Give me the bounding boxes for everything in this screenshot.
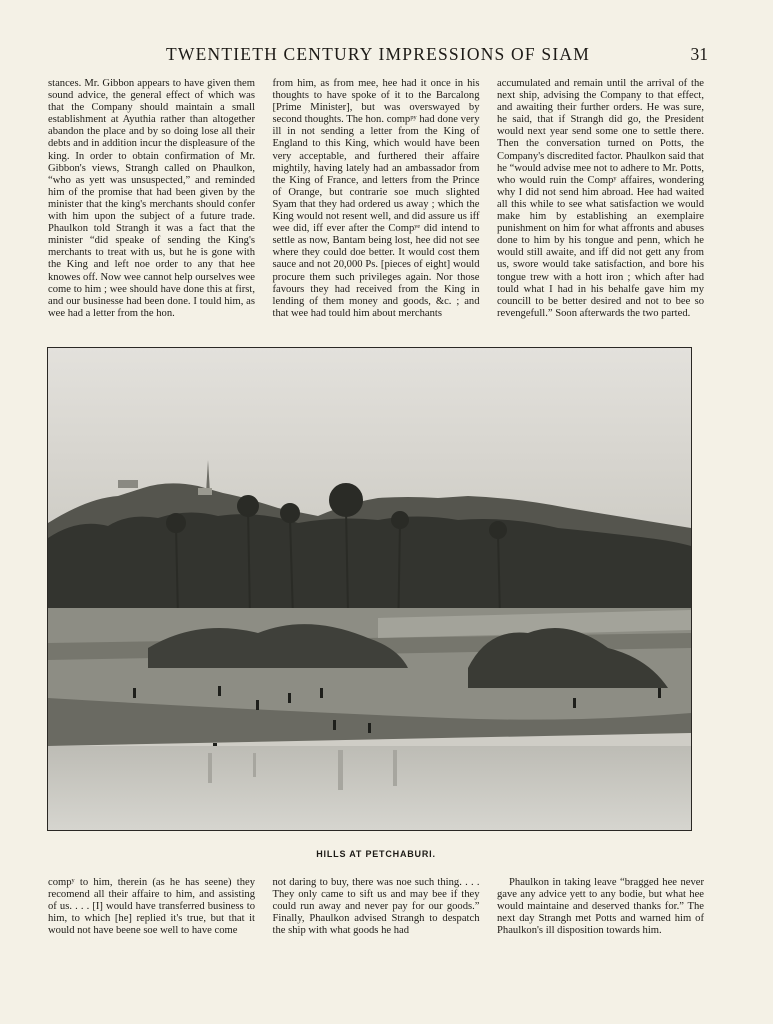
text-column-2 bbox=[273, 78, 480, 320]
text-column-1 bbox=[48, 877, 255, 937]
page-number: 31 bbox=[690, 44, 708, 64]
text-column-2 bbox=[273, 877, 480, 937]
photo-plate-hills bbox=[47, 347, 692, 831]
paragraph: accumulated and remain until the arrival of the next ship, advising the Company to that effect, and awaiting their further orders. He was sure, he said, that if Strangh did go, the President would next year send some one to settle there. Then the conversation turned on Potts, the Company's discredited factor. Phaulkon said that he “would advise mee not to adhere to Mr. Potts, who would ruin the Compʸ affaires, wondering why I did not send him abroad. Hee had waited all this while to see what satisfaction we would make him by establishing an exemplaire punishment on him for what affronts and abuses done to him by his tongue and penn, which he would still awaite, and iff did not gett any from us, swore would take satisfaction, and bore his tongue trew with a hott iron ; which after had tould what I had in his behalfe gave him my councill to be better desired and not to bee so revengefull.” Soon afterwards the two parted. bbox=[497, 78, 704, 319]
text-column-3 bbox=[497, 78, 704, 320]
text-column-3 bbox=[497, 877, 704, 937]
page-header bbox=[48, 44, 708, 68]
paragraph: compʸ to him, therein (as he has seene) they recomend all their affaire to him, and assisting of us. . . . [I] would have transferred business to him, to which [he] replied it's true, but that it would not have beene soe well to have come bbox=[48, 877, 255, 937]
running-title: TWENTIETH CENTURY IMPRESSIONS OF SIAM bbox=[166, 44, 590, 64]
top-text-columns bbox=[48, 78, 704, 320]
paragraph: Phaulkon in taking leave “bragged hee never gave any advice yett to any bodie, but what hee would maintaine and deserved thanks for.” The next day Strangh met Potts and warned him of Phaulkon's ill disposition towards him. bbox=[497, 877, 704, 937]
plate-caption: HILLS AT PETCHABURI. bbox=[316, 849, 436, 859]
paragraph: stances. Mr. Gibbon appears to have given them sound advice, the general effect of which was that the Company should maintain a small establishment at Ayuthia rather than altogether abandon the place and by so doing lose all their debts and in addition incur the displeasure of the king. In order to obtain confirmation of Mr. Gibbon's views, Strangh called on Phaulkon, “who as yett was unsuspected,” and reminded him of the promise that had been given by the minister that the king's merchants should confer with him upon the subject of a future trade. Phaulkon told Strangh it was a fact that the minister “did speake of sending the King's merchants to treat with us, but he is gone with the King and left noe order to any that hee knowes off. Now wee cannot help ourselves wee come to him ; wee should have done this at first, and our businesse had been done. I tould him, as wee had a letter from the hon. bbox=[48, 78, 255, 319]
temple-on-hill bbox=[118, 480, 138, 488]
text-column-1 bbox=[48, 78, 255, 320]
bottom-text-columns bbox=[48, 877, 704, 937]
pond-water bbox=[48, 746, 691, 830]
hills-photograph bbox=[48, 348, 691, 830]
paragraph: from him, as from mee, hee had it once in his thoughts to have spoke of it to the Barcalong [Prime Minister], but was overswayed by second thoughts. The hon. compᵖʸ had done very ill in not sending a letter from the King of England to this King, which would have been very acceptable, and furthered their affaire mightily, having lately had an ambassador from the King of France, and letters from the Prince of Orange, but contrarie soe much slighted Syam that they had ordered us away ; which the King would not resent well, and did assure us iff wee did, iff ever after the Compʸᵉ did intend to settle as now, Bantam being lost, hee did not see where they could doe better. It would cost them sauce and not 20,000 Ps. [pieces of eight] would procure them such privileges again. Nor those favours they had received from the King in lending of them money and goods, &c. ; and that wee had tould him about merchants bbox=[272, 78, 480, 319]
paragraph: not daring to buy, there was noe such thing. . . . They only came to sift us and may bee if they could run away and never pay for our goods.” Finally, Phaulkon advised Strangh to despatch the ship with what goods he had bbox=[272, 877, 480, 937]
